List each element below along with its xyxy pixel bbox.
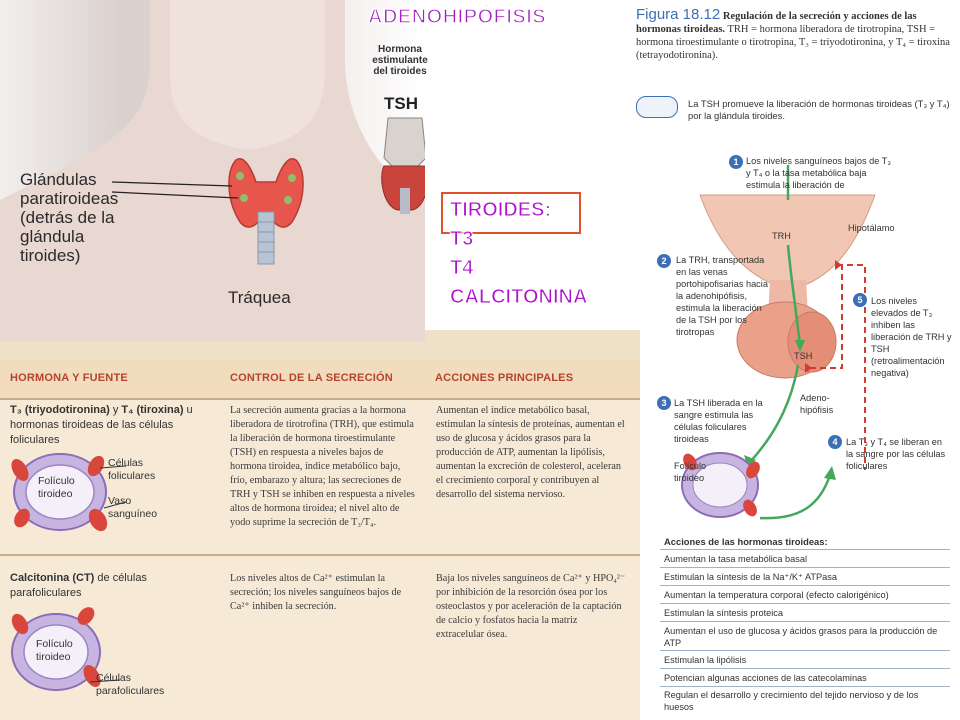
action-item: Aumentan el uso de glucosa y ácidos grasos para la producción de ATP [664, 626, 938, 648]
row1-follicle-label [38, 475, 75, 501]
follicle-label-line2: tiroideo [38, 488, 73, 500]
glands-label-line2: paratiroideas [20, 189, 119, 208]
header-secretion-control: CONTROL DE LA SECRECIÓN [230, 372, 393, 384]
step-1-badge: 1 [729, 155, 743, 169]
adenohypophysis-title: ADENOHIPÓFISIS [368, 6, 547, 28]
actions-divider-7 [660, 686, 950, 687]
actions-divider-3 [660, 603, 950, 604]
follicle2-label-line2: tiroideo [36, 651, 71, 663]
follicle-diagram-label [674, 460, 706, 484]
row2-hormone-cell [10, 571, 220, 601]
action-item: Estimulan la síntesis proteica [664, 608, 783, 618]
key-text: La TSH promueve la liberación de hormonas tiroideas (T₃ y T₄) por la glándula tiroides. [688, 98, 950, 121]
hormone-name-label [365, 44, 435, 77]
row2-control-text: Los niveles altos de Ca²⁺ estimulan la secreción; los niveles sanguíneos bajos de Ca²⁺ inhiben la secreción. [230, 573, 402, 612]
row1-actions-text: Aumentan el índice metabólico basal, estimulan la síntesis de proteínas, aumentan el uso de glucosa y ácidos grasos para la producción de ATP, aumentan la lipólisis, aumentan la excreción de colesterol, aceleran el crecimiento corporal y contribuyen al desarrollo del sistema nervioso. [436, 405, 625, 500]
parafollicular-label-line2: parafoliculares [96, 685, 165, 697]
actions-divider-1 [660, 567, 950, 568]
thyroid-item-t3: T3 [450, 228, 474, 250]
tsh-diagram-label: TSH [794, 351, 813, 361]
hypothalamus-label: Hipotálamo [848, 223, 895, 233]
action-item: Potencian algunas acciones de las catecolaminas [664, 673, 867, 683]
action-item: Regulan el desarrollo y crecimiento del tejido nervioso y de los huesos [664, 690, 919, 712]
step-4-badge: 4 [828, 435, 842, 449]
step-2-text: La TRH, transportada en las venas portohipofisarias hacia la adenohipófisis, estimula la liberación de la TSH por los tirotropas [676, 255, 768, 337]
trh-label: TRH [772, 231, 791, 241]
action-item: Aumentan la temperatura corporal (efecto calorigénico) [664, 590, 889, 600]
adeno-label-line1: Adeno- [800, 393, 830, 403]
actions-divider-5 [660, 650, 950, 651]
trachea-label: Tráquea [228, 288, 291, 307]
actions-divider-6 [660, 668, 950, 669]
row2-hormone-source: de células parafoliculares [10, 572, 147, 599]
thyroid-item-t4: T4 [450, 257, 474, 279]
action-item: Aumentan la tasa metabólica basal [664, 554, 808, 564]
actions-divider-4 [660, 621, 950, 622]
cells-label-line2: foliculares [108, 470, 156, 482]
actions-title: Acciones de las hormonas tiroideas: [664, 536, 828, 547]
follicle-diagram-label-line2: tiroideo [674, 473, 705, 483]
hormone-name-line3: del tiroides [373, 66, 427, 77]
row1-and: y [109, 404, 122, 416]
row1-hormone-name: T₃ (triyodotironina) [10, 404, 110, 416]
step-3-text: La TSH liberada en la sangre estimula las células foliculares tiroideas [674, 398, 763, 444]
thyroid-item-calcitonin: CALCITONINA [450, 286, 588, 308]
figure-caption-text: TRH = hormona liberadora de tirotropina, TSH = hormona tiroestimulante o tirotropina, T₃ = triyodotironina, y T₄ = tiroxina (tetrayodotironina). [636, 24, 950, 61]
header-main-actions: ACCIONES PRINCIPALES [435, 372, 574, 384]
glands-label [20, 170, 118, 265]
vessel-label-line1: Vaso [108, 495, 132, 507]
thyroid-box-title: TIROIDES: [450, 199, 552, 221]
vessel-label-line2: sanguíneo [108, 508, 158, 520]
table-divider [0, 398, 640, 400]
table-header-row [0, 360, 640, 398]
action-item: Estimulan la síntesis de la Na⁺/K⁺ ATPasa [664, 572, 837, 582]
thyroid-list [450, 196, 587, 312]
cells-label-line1: Células [108, 457, 144, 469]
actions-divider-0 [660, 549, 950, 550]
row1-vessel-label [108, 495, 157, 521]
follicle2-label-line1: Folículo [36, 638, 73, 650]
row2-cells-label [96, 672, 164, 698]
glands-label-line5: tiroides) [20, 246, 81, 265]
row2-hormone-name: Calcitonina (CT) [10, 572, 95, 584]
follicle-label-line1: Folículo [38, 475, 75, 487]
follicle-diagram-1 [8, 440, 178, 545]
adeno-label [800, 392, 833, 416]
actions-divider-2 [660, 585, 950, 586]
action-item: Estimulan la lipólisis [664, 655, 747, 665]
adeno-label-line2: hipófisis [800, 405, 834, 415]
row2-actions-text: Baja los niveles sanguíneos de Ca²⁺ y HPO₄²⁻ por inhibición de la resorción ósea por los osteoclastos y por aceleración de la captación de calcio y fosfatos hacia la matriz extracelular ósea. [436, 573, 626, 640]
row1-hormone-source: u hormonas tiroideas de las células foliculares [10, 404, 193, 446]
figure-caption [636, 8, 954, 62]
row2-follicle-label [36, 638, 73, 664]
glands-label-line4: glándula [20, 227, 85, 246]
step-5-badge: 5 [853, 293, 867, 307]
step-1-text: Los niveles sanguíneos bajos de T₃ y T₄ o la tasa metabólica baja estimula la liberación de [746, 156, 892, 190]
neck-anatomy-image [0, 0, 428, 342]
row1-cells-label [108, 457, 155, 483]
table-divider-2 [0, 554, 640, 556]
tsh-label: TSH [384, 94, 418, 113]
follicle-diagram-label-line1: Folículo [674, 461, 707, 471]
header-hormone-source: HORMONA Y FUENTE [10, 372, 128, 384]
parafollicular-label-line1: Células [96, 672, 132, 684]
figure-caption-bold: Regulación de la secreción y acciones de las hormonas tiroideas. [636, 11, 917, 35]
glands-label-line1: Glándulas [20, 170, 97, 189]
hormone-name-line2: estimulante [372, 55, 428, 66]
key-icon [636, 96, 678, 118]
step-4-text: La T₃ y T₄ se liberan en la sangre por las células foliculares [846, 437, 946, 471]
figure-number: Figura 18.12 [636, 6, 721, 23]
step-2-badge: 2 [657, 254, 671, 268]
glands-label-line3: (detrás de la [20, 208, 115, 227]
row1-control-text: La secreción aumenta gracias a la hormona liberadora de tirotrofina (TRH), que estimula la liberación de hormona tiroestimulante (TSH) en respuesta a niveles bajos de hormona tiroidea, índice metabólico bajo, frío, embarazo y altura; las secreciones de TRH y TSH se inhiben en respuesta a niveles altos de hormona tiroidea; el nivel alto de yodo suprime la secreción de T₃/T₄. [230, 405, 415, 528]
hormone-name-line1: Hormona [378, 44, 422, 55]
step-5-text: Los niveles elevados de T₃ inhiben las liberación de TRH y TSH (retroalimentación negativa) [871, 296, 952, 378]
row1-hormone-name2: T₄ (tiroxina) [121, 404, 184, 416]
step-3-badge: 3 [657, 396, 671, 410]
